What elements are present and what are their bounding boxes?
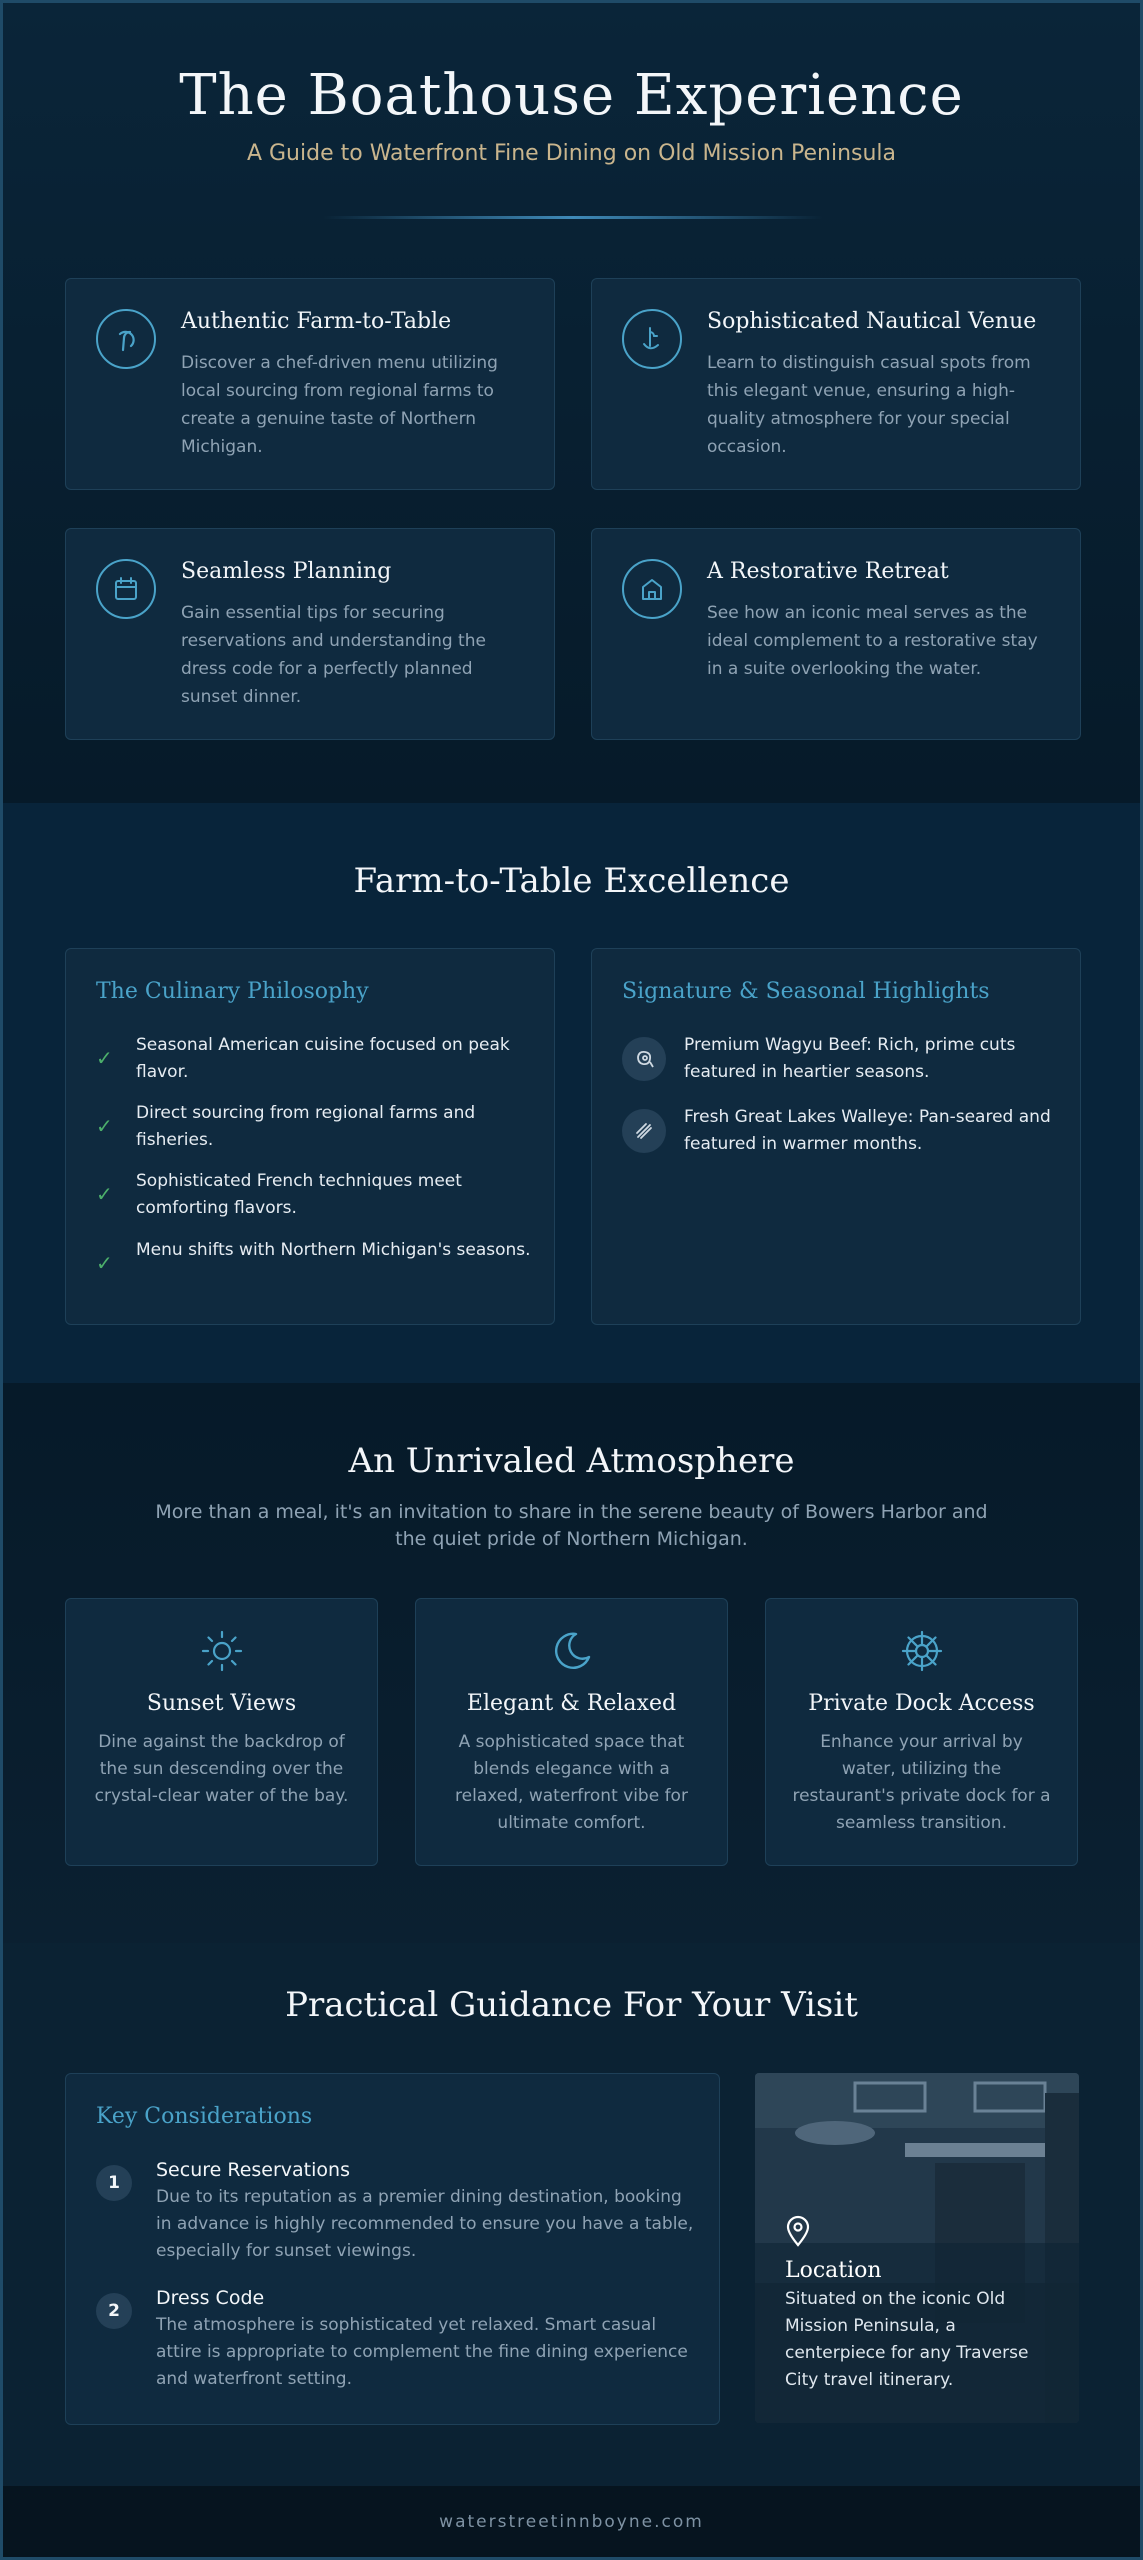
feature-title: A Restorative Retreat [707,559,949,584]
hero-section [3,3,1140,803]
list-item: Menu shifts with Northern Michigan's seasons. [136,1240,531,1260]
card-text: Dine against the backdrop of the sun descending over the crystal-clear water of the bay. [94,1732,349,1806]
map-pin-icon [785,2215,811,2251]
feature-text: Gain essential tips for securing reservations and understanding the dress code for a perfectly planned sunset dinner. [181,603,486,707]
step-text: Due to its reputation as a premier dining destination, booking in advance is highly recommended to ensure you have a table, especially for sunset viewings. [156,2187,694,2261]
feature-title: Sophisticated Nautical Venue [707,309,1037,334]
section-title: Farm-to-Table Excellence [353,861,790,901]
check-icon: ✓ [96,1114,113,1138]
feature-card [591,278,1081,490]
page-title: The Boathouse Experience [179,63,964,128]
page-subtitle: A Guide to Waterfront Fine Dining on Old Mission Peninsula [246,141,897,166]
highlight-text: Fresh Great Lakes Walleye: Pan-seared and featured in warmer months. [684,1107,1051,1154]
location-card [755,2073,1079,2423]
card-title: Private Dock Access [808,1691,1035,1716]
divider [323,216,823,219]
feature-title: Authentic Farm-to-Table [181,309,452,334]
feature-card [591,528,1081,740]
list-item: Sophisticated French techniques meet comforting flavors. [136,1171,462,1218]
key-considerations-card [65,2073,720,2425]
section-title: Practical Guidance For Your Visit [285,1985,858,2025]
fish-icon [622,1109,666,1153]
feature-title: Seamless Planning [181,559,392,584]
step-title: Secure Reservations [156,2159,350,2181]
section-title: An Unrivaled Atmosphere [348,1441,795,1481]
atmosphere-section [3,1383,1140,1943]
farm-section [3,803,1140,1383]
feature-text: Learn to distinguish casual spots from this elegant venue, ensuring a high-quality atmosphere for your special occasion. [707,353,1031,457]
steak-icon [622,1037,666,1081]
feature-card [65,528,555,740]
card-title: Elegant & Relaxed [466,1691,677,1716]
atmosphere-card [765,1598,1078,1866]
feature-text: See how an iconic meal serves as the ideal complement to a restorative stay in a suite overlooking the water. [707,603,1038,679]
location-text: Situated on the iconic Old Mission Peninsula, a centerpiece for any Traverse City travel itinerary. [785,2289,1029,2390]
footer [3,2486,1140,2560]
card-title: Sunset Views [146,1691,297,1716]
location-title: Location [785,2258,882,2283]
anchor-icon [622,309,682,369]
atmosphere-card [65,1598,378,1866]
card-title: The Culinary Philosophy [96,979,369,1004]
step-title: Dress Code [156,2287,265,2309]
sun-icon [200,1629,244,1677]
section-subtitle: More than a meal, it's an invitation to share in the serene beauty of Bowers Harbor and the quiet pride of Northern Michigan. [155,1501,988,1550]
step-number: 2 [96,2293,132,2329]
card-title: Signature & Seasonal Highlights [622,979,990,1004]
atmosphere-card [415,1598,728,1866]
highlight-text: Premium Wagyu Beef: Rich, prime cuts featured in heartier seasons. [684,1035,1016,1082]
card-title: Key Considerations [96,2104,313,2129]
calendar-icon [96,559,156,619]
step-text: The atmosphere is sophisticated yet relaxed. Smart casual attire is appropriate to complement the fine dining experience and waterfront setting. [156,2315,688,2389]
philosophy-card [65,948,555,1325]
list-item: Direct sourcing from regional farms and fisheries. [136,1103,476,1150]
card-text: Enhance your arrival by water, utilizing the restaurant's private dock for a seamless transition. [792,1732,1051,1833]
helm-icon [900,1629,944,1677]
card-text: A sophisticated space that blends elegance with a relaxed, waterfront vibe for ultimate comfort. [455,1732,688,1833]
farm-icon [96,309,156,369]
feature-card [65,278,555,490]
moon-icon [550,1629,594,1677]
highlights-card [591,948,1081,1325]
footer-link[interactable]: waterstreetinnboyne.com [439,2512,704,2532]
home-icon [622,559,682,619]
list-item: Seasonal American cuisine focused on peak flavor. [136,1035,510,1082]
check-icon: ✓ [96,1182,113,1206]
check-icon: ✓ [96,1046,113,1070]
check-icon: ✓ [96,1251,113,1275]
feature-text: Discover a chef-driven menu utilizing local sourcing from regional farms to create a genuine taste of Northern Michigan. [181,353,498,457]
step-number: 1 [96,2165,132,2201]
